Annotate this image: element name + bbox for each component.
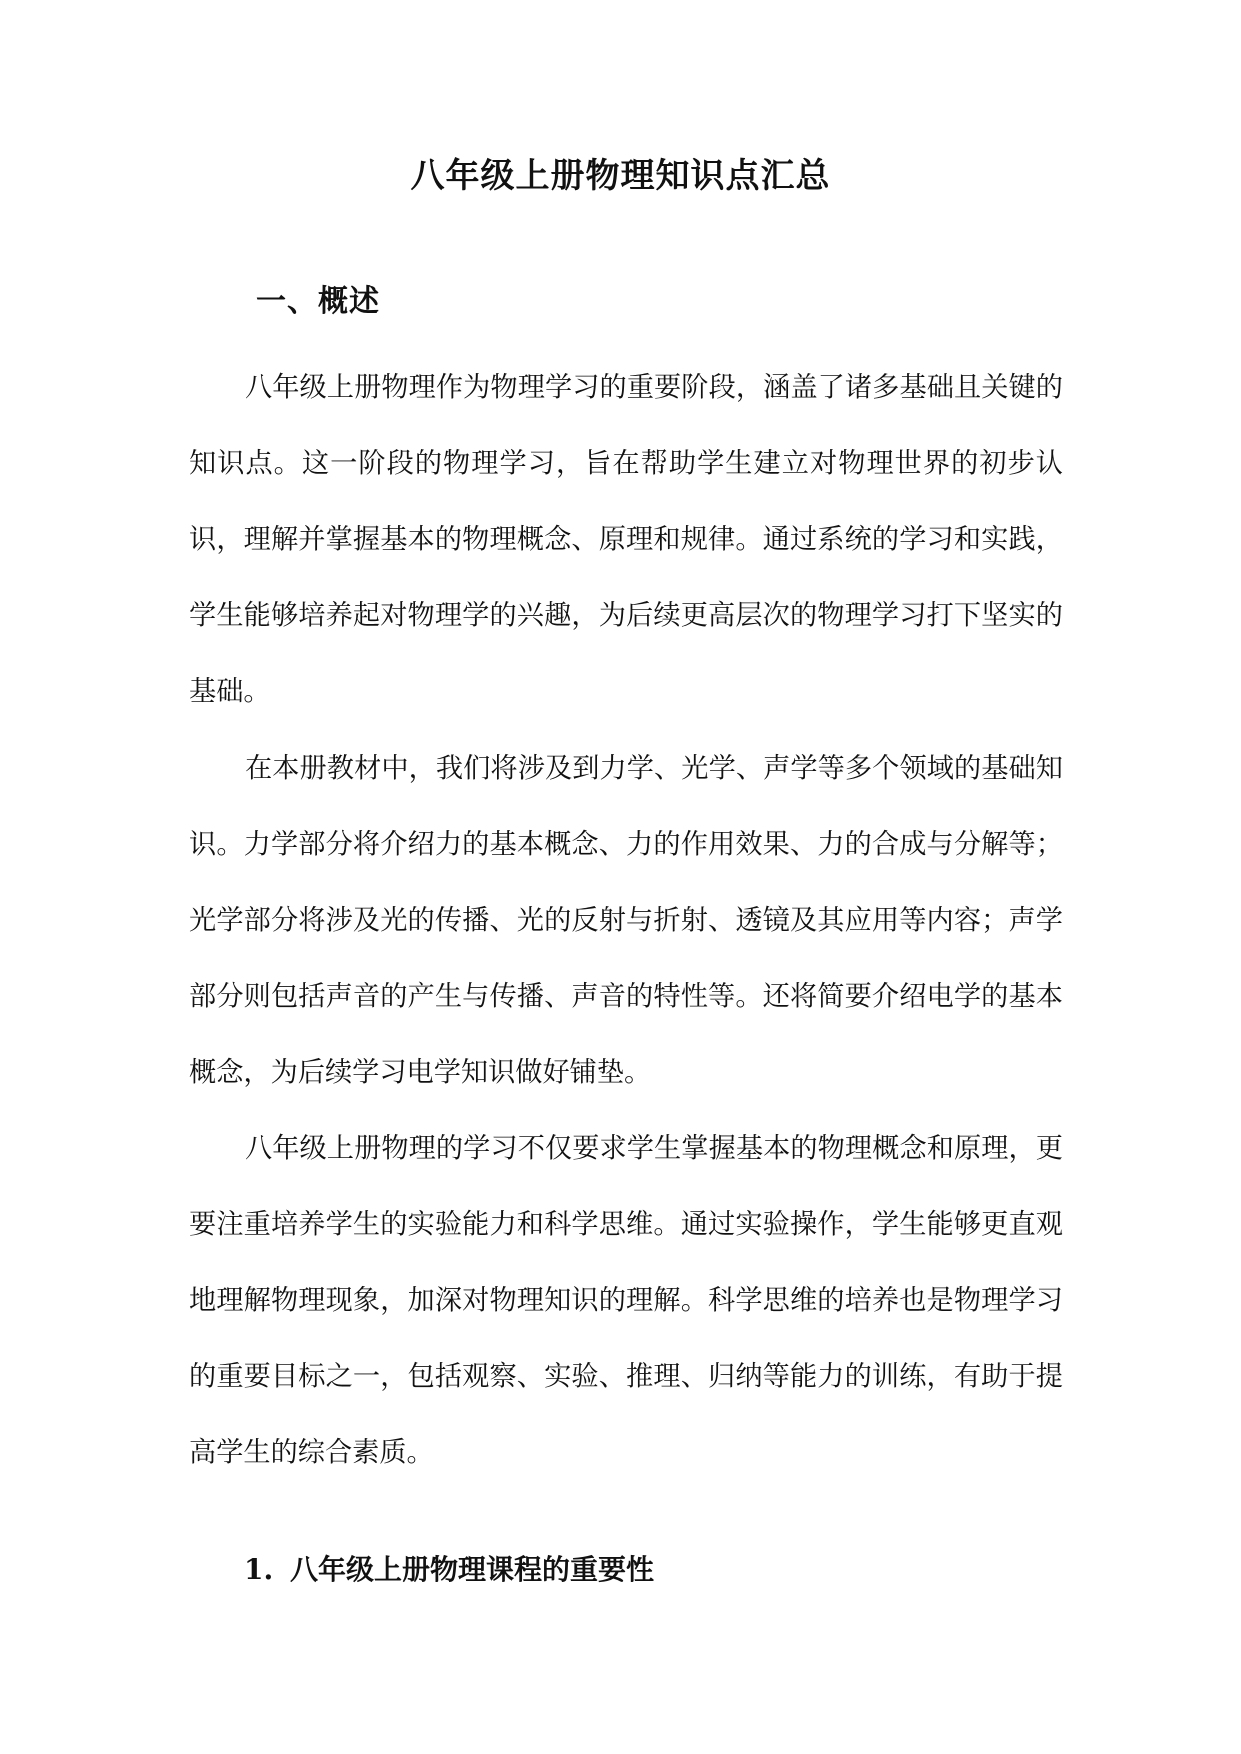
paragraph-3: 八年级上册物理的学习不仅要求学生掌握基本的物理概念和原理，更要注重培养学生的实验能力和科学思维。通过实验操作，学生能够更直观地理解物理现象，加深对物理知识的理解。科学思维的培养也是物理学习的重要目标之一，包括观察、实验、推理、归纳等能力的训练，有助于提高学生的综合素质。 [189,1133,1063,1468]
subheading [244,1550,654,1590]
document-title: 八年级上册物理知识点汇总 [410,156,831,196]
section-heading: 一、概述 [256,284,380,319]
subheading-number: 1. [244,1553,274,1586]
subheading-text: 八年级上册物理课程的重要性 [290,1553,655,1586]
paragraph-1: 八年级上册物理作为物理学习的重要阶段，涵盖了诸多基础且关键的知识点。这一阶段的物理学习，旨在帮助学生建立对物理世界的初步认识，理解并掌握基本的物理概念、原理和规律。通过系统的学习和实践，学生能够培养起对物理学的兴趣，为后续更高层次的物理学习打下坚实的基础。 [189,372,1063,707]
paragraph-2: 在本册教材中，我们将涉及到力学、光学、声学等多个领域的基础知识。力学部分将介绍力的基本概念、力的作用效果、力的合成与分解等；光学部分将涉及光的传播、光的反射与折射、透镜及其应用等内容；声学部分则包括声音的产生与传播、声音的特性等。还将简要介绍电学的基本概念，为后续学习电学知识做好铺垫。 [189,753,1063,1088]
